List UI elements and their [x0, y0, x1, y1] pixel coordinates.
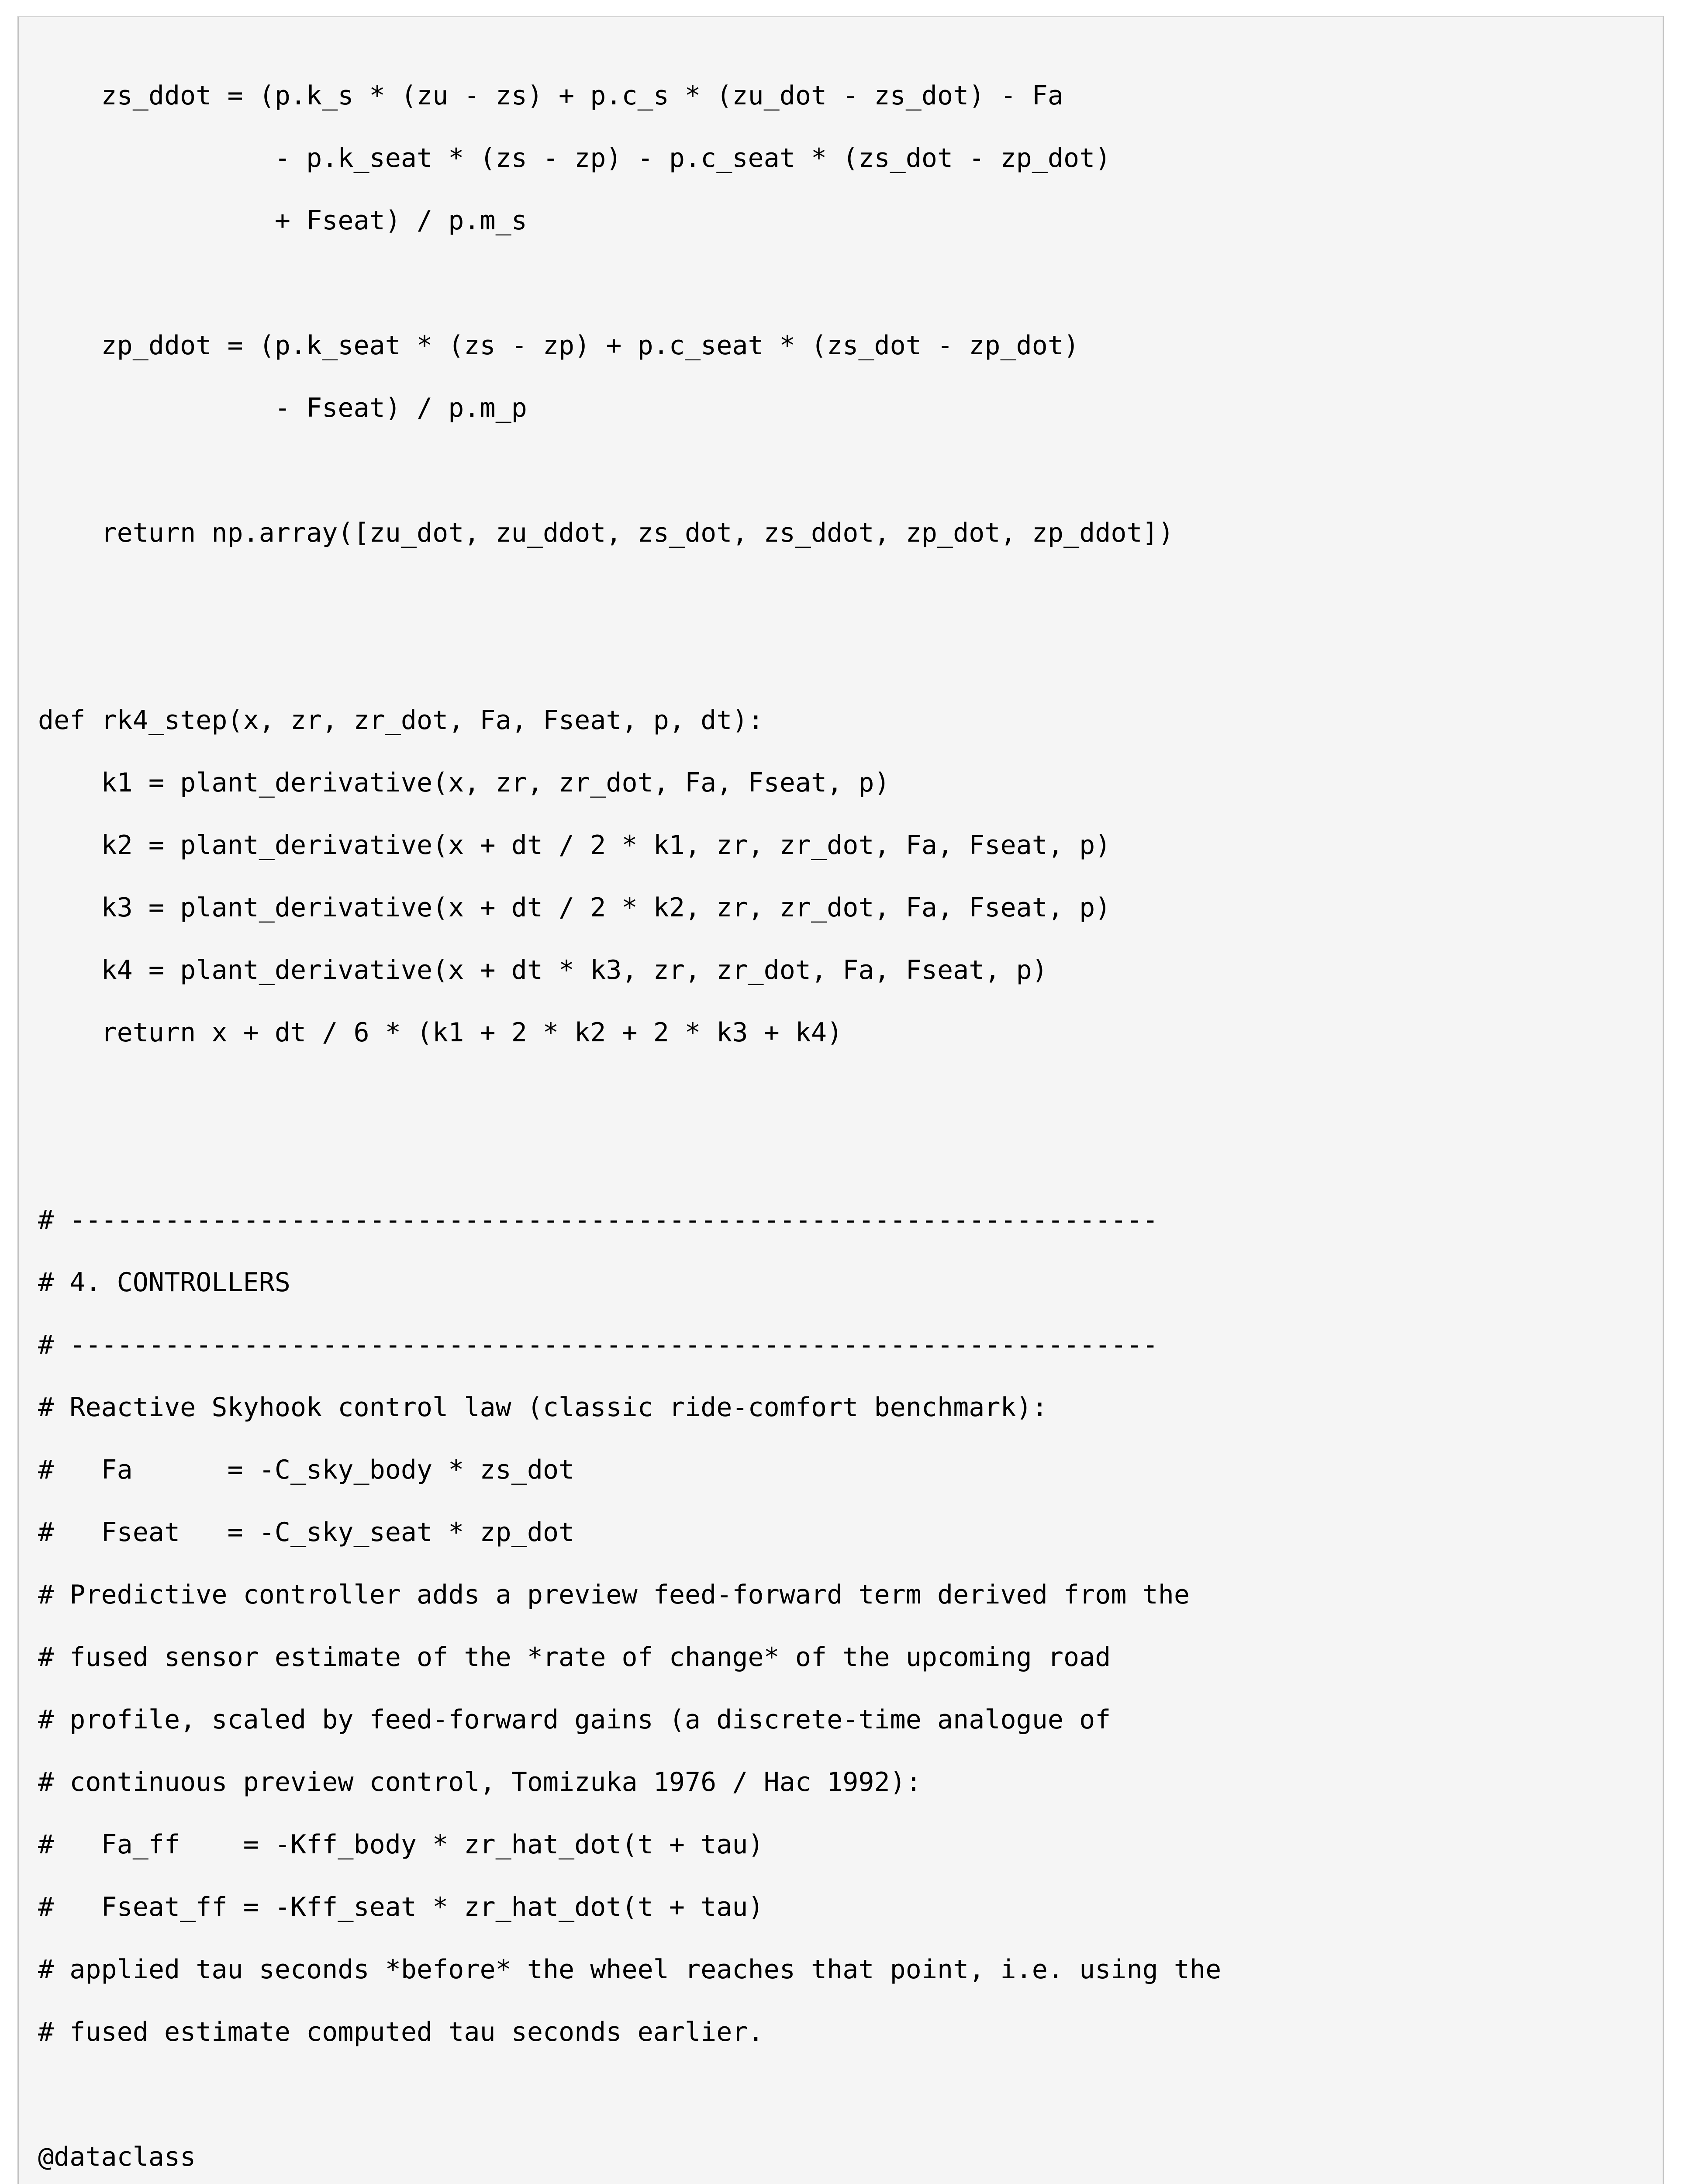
code-line	[19, 627, 38, 689]
code-line: + Fseat) / p.m_s	[38, 205, 527, 236]
code-line: return np.array([zu_dot, zu_ddot, zs_dot, zs_ddot, zp_dot, zp_ddot])	[38, 517, 1174, 548]
code-line: # Fseat_ff = -Kff_seat * zr_hat_dot(t + tau)	[38, 1891, 764, 1922]
code-line: def rk4_step(x, zr, zr_dot, Fa, Fseat, p, dt):	[38, 705, 764, 736]
code-line: - Fseat) / p.m_p	[38, 392, 527, 423]
code-line: # fused sensor estimate of the *rate of change* of the upcoming road	[38, 1641, 1111, 1673]
code-line: # 4. CONTROLLERS	[38, 1267, 290, 1298]
code-line: # fused estimate computed tau seconds earlier.	[38, 2016, 764, 2047]
code-line: @dataclass	[38, 2141, 196, 2172]
code-line: # Fa_ff = -Kff_body * zr_hat_dot(t + tau)	[38, 1829, 764, 1860]
code-panel	[17, 16, 1664, 2184]
code-line: return x + dt / 6 * (k1 + 2 * k2 + 2 * k3 + k4)	[38, 1017, 843, 1048]
code-line: k1 = plant_derivative(x, zr, zr_dot, Fa, Fseat, p)	[38, 767, 890, 798]
code-line	[19, 252, 38, 314]
code-line: k3 = plant_derivative(x + dt / 2 * k2, zr, zr_dot, Fa, Fseat, p)	[38, 892, 1111, 923]
code-line: # applied tau seconds *before* the wheel reaches that point, i.e. using the	[38, 1954, 1222, 1985]
code-line: k2 = plant_derivative(x + dt / 2 * k1, zr, zr_dot, Fa, Fseat, p)	[38, 829, 1111, 860]
code-line: # Reactive Skyhook control law (classic ride-comfort benchmark):	[38, 1392, 1048, 1423]
code-line: # ---------------------------------------------------------------------	[38, 1329, 1158, 1360]
code-line: # ---------------------------------------------------------------------	[38, 1204, 1158, 1235]
code-line	[19, 1064, 38, 1127]
code-line: # profile, scaled by feed-forward gains (a discrete-time analogue of	[38, 1704, 1111, 1735]
code-line: - p.k_seat * (zs - zp) - p.c_seat * (zs_dot - zp_dot)	[38, 142, 1111, 173]
code-line: # continuous preview control, Tomizuka 1976 / Hac 1992):	[38, 1766, 922, 1797]
code-line: zp_ddot = (p.k_seat * (zs - zp) + p.c_seat * (zs_dot - zp_dot)	[38, 330, 1080, 361]
code-line	[19, 2063, 38, 2126]
code-line	[19, 1127, 38, 1189]
code-line: # Fseat = -C_sky_seat * zp_dot	[38, 1517, 575, 1548]
code-line: # Predictive controller adds a preview feed-forward term derived from the	[38, 1579, 1190, 1610]
code-line: # Fa = -C_sky_body * zs_dot	[38, 1454, 575, 1485]
code-line	[19, 439, 38, 502]
code-line: zs_ddot = (p.k_s * (zu - zs) + p.c_s * (zu_dot - zs_dot) - Fa	[38, 80, 1063, 111]
code-line	[19, 564, 38, 627]
code-line: k4 = plant_derivative(x + dt * k3, zr, zr_dot, Fa, Fseat, p)	[38, 954, 1048, 985]
